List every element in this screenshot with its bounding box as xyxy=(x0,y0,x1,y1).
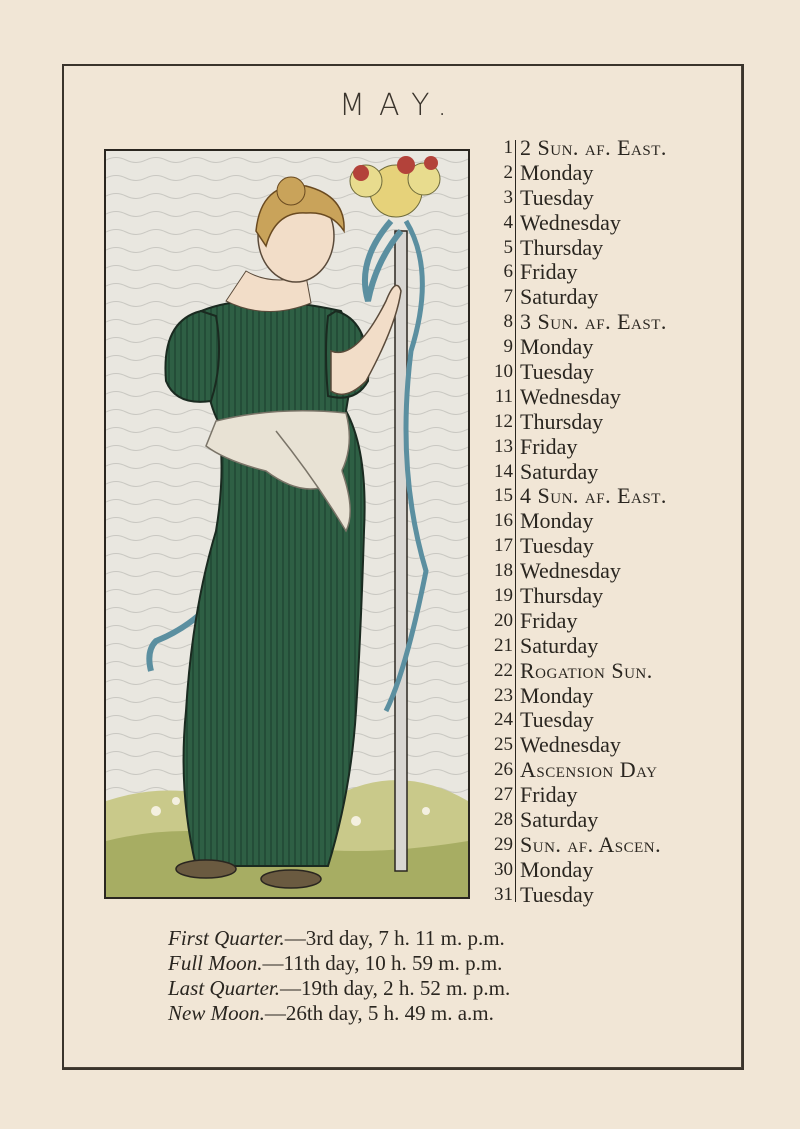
day-number: 19 xyxy=(494,585,513,607)
day-name: Wednesday xyxy=(520,732,621,758)
day-name: Monday xyxy=(520,682,594,708)
day-name: Monday xyxy=(520,508,594,534)
day-number: 11 xyxy=(494,385,513,407)
day-row xyxy=(480,310,740,335)
day-row xyxy=(480,858,740,883)
day-row xyxy=(480,684,740,709)
day-name: Tuesday xyxy=(520,881,594,907)
day-name: Sun. af. Ascen. xyxy=(520,831,662,857)
day-number: 17 xyxy=(494,535,513,557)
day-row xyxy=(480,783,740,808)
day-row xyxy=(480,758,740,783)
day-number: 8 xyxy=(503,311,513,333)
day-number: 4 xyxy=(503,211,513,233)
day-row xyxy=(480,136,740,161)
day-number: 12 xyxy=(494,410,513,432)
day-name: Wednesday xyxy=(520,558,621,584)
day-name: Tuesday xyxy=(520,533,594,559)
day-name: Friday xyxy=(520,259,578,285)
day-row xyxy=(480,335,740,360)
day-row xyxy=(480,435,740,460)
woman-illustration-icon xyxy=(106,151,468,897)
moon-phase-row xyxy=(168,976,728,1001)
day-number: 21 xyxy=(494,634,513,656)
day-name: Saturday xyxy=(520,807,599,833)
day-list xyxy=(480,136,740,908)
day-name: Tuesday xyxy=(520,359,594,385)
day-name: Monday xyxy=(520,856,594,882)
illustration-panel xyxy=(104,149,470,899)
moon-phase-row xyxy=(168,926,728,951)
day-name: Rogation Sun. xyxy=(520,657,653,683)
day-number: 28 xyxy=(494,809,513,831)
day-name: Thursday xyxy=(520,408,604,434)
moon-phases xyxy=(168,926,728,1026)
day-name: 2 Sun. af. East. xyxy=(520,135,667,160)
day-number: 24 xyxy=(494,709,513,731)
moon-phase-time: —11th day, 10 h. 59 m. p.m. xyxy=(262,951,503,975)
day-name: 4 Sun. af. East. xyxy=(520,483,667,509)
day-number: 16 xyxy=(494,510,513,532)
day-number: 29 xyxy=(494,833,513,855)
day-number: 2 xyxy=(503,161,513,183)
day-name: Wednesday xyxy=(520,383,621,409)
day-name: Wednesday xyxy=(520,209,621,235)
day-row xyxy=(480,236,740,261)
day-name: Friday xyxy=(520,782,578,808)
day-row xyxy=(480,260,740,285)
day-name: Monday xyxy=(520,159,594,185)
day-number: 23 xyxy=(494,684,513,706)
day-row xyxy=(480,584,740,609)
day-row xyxy=(480,659,740,684)
day-name: Tuesday xyxy=(520,707,594,733)
day-row xyxy=(480,410,740,435)
month-title: MAY. xyxy=(339,88,461,123)
moon-phase-label: First Quarter. xyxy=(168,926,285,950)
day-number: 27 xyxy=(494,784,513,806)
day-name: Monday xyxy=(520,334,594,360)
day-name: Ascension Day xyxy=(520,757,658,783)
day-row xyxy=(480,733,740,758)
day-number: 6 xyxy=(503,261,513,283)
day-number: 13 xyxy=(494,435,513,457)
day-name: Saturday xyxy=(520,284,599,310)
moon-phase-time: —26th day, 5 h. 49 m. a.m. xyxy=(264,1001,494,1025)
day-row xyxy=(480,385,740,410)
day-number: 31 xyxy=(494,883,513,905)
day-number: 3 xyxy=(503,186,513,208)
day-row xyxy=(480,634,740,659)
day-row xyxy=(480,808,740,833)
day-name: Friday xyxy=(520,607,578,633)
day-number: 22 xyxy=(494,659,513,681)
day-name: Thursday xyxy=(520,583,604,609)
day-row xyxy=(480,559,740,584)
day-number: 5 xyxy=(503,236,513,258)
day-number: 15 xyxy=(494,485,513,507)
day-number: 10 xyxy=(494,361,513,383)
day-number: 7 xyxy=(503,286,513,308)
day-row xyxy=(480,186,740,211)
day-row xyxy=(480,833,740,858)
day-row xyxy=(480,509,740,534)
day-name: Saturday xyxy=(520,458,599,484)
day-name: Tuesday xyxy=(520,184,594,210)
moon-phase-time: —19th day, 2 h. 52 m. p.m. xyxy=(280,976,511,1000)
day-row xyxy=(480,609,740,634)
day-row xyxy=(480,484,740,509)
day-number: 20 xyxy=(494,609,513,631)
day-name: 3 Sun. af. East. xyxy=(520,309,667,335)
day-row xyxy=(480,161,740,186)
day-name: Friday xyxy=(520,433,578,459)
day-number: 25 xyxy=(494,734,513,756)
moon-phase-time: —3rd day, 7 h. 11 m. p.m. xyxy=(284,926,505,950)
day-number: 14 xyxy=(494,460,513,482)
day-name: Saturday xyxy=(520,632,599,658)
moon-phase-label: New Moon. xyxy=(168,1001,265,1025)
day-row xyxy=(480,883,740,908)
day-row xyxy=(480,460,740,485)
day-number: 30 xyxy=(494,858,513,880)
moon-phase-row xyxy=(168,951,728,976)
day-number: 1 xyxy=(503,137,513,158)
day-row xyxy=(480,211,740,236)
day-name: Thursday xyxy=(520,234,604,260)
day-number: 18 xyxy=(494,560,513,582)
day-row xyxy=(480,360,740,385)
moon-phase-label: Last Quarter. xyxy=(168,976,281,1000)
day-row xyxy=(480,285,740,310)
day-number: 26 xyxy=(494,759,513,781)
day-row xyxy=(480,534,740,559)
day-number: 9 xyxy=(503,336,513,358)
moon-phase-label: Full Moon. xyxy=(168,951,263,975)
day-row xyxy=(480,708,740,733)
moon-phase-row xyxy=(168,1001,728,1026)
